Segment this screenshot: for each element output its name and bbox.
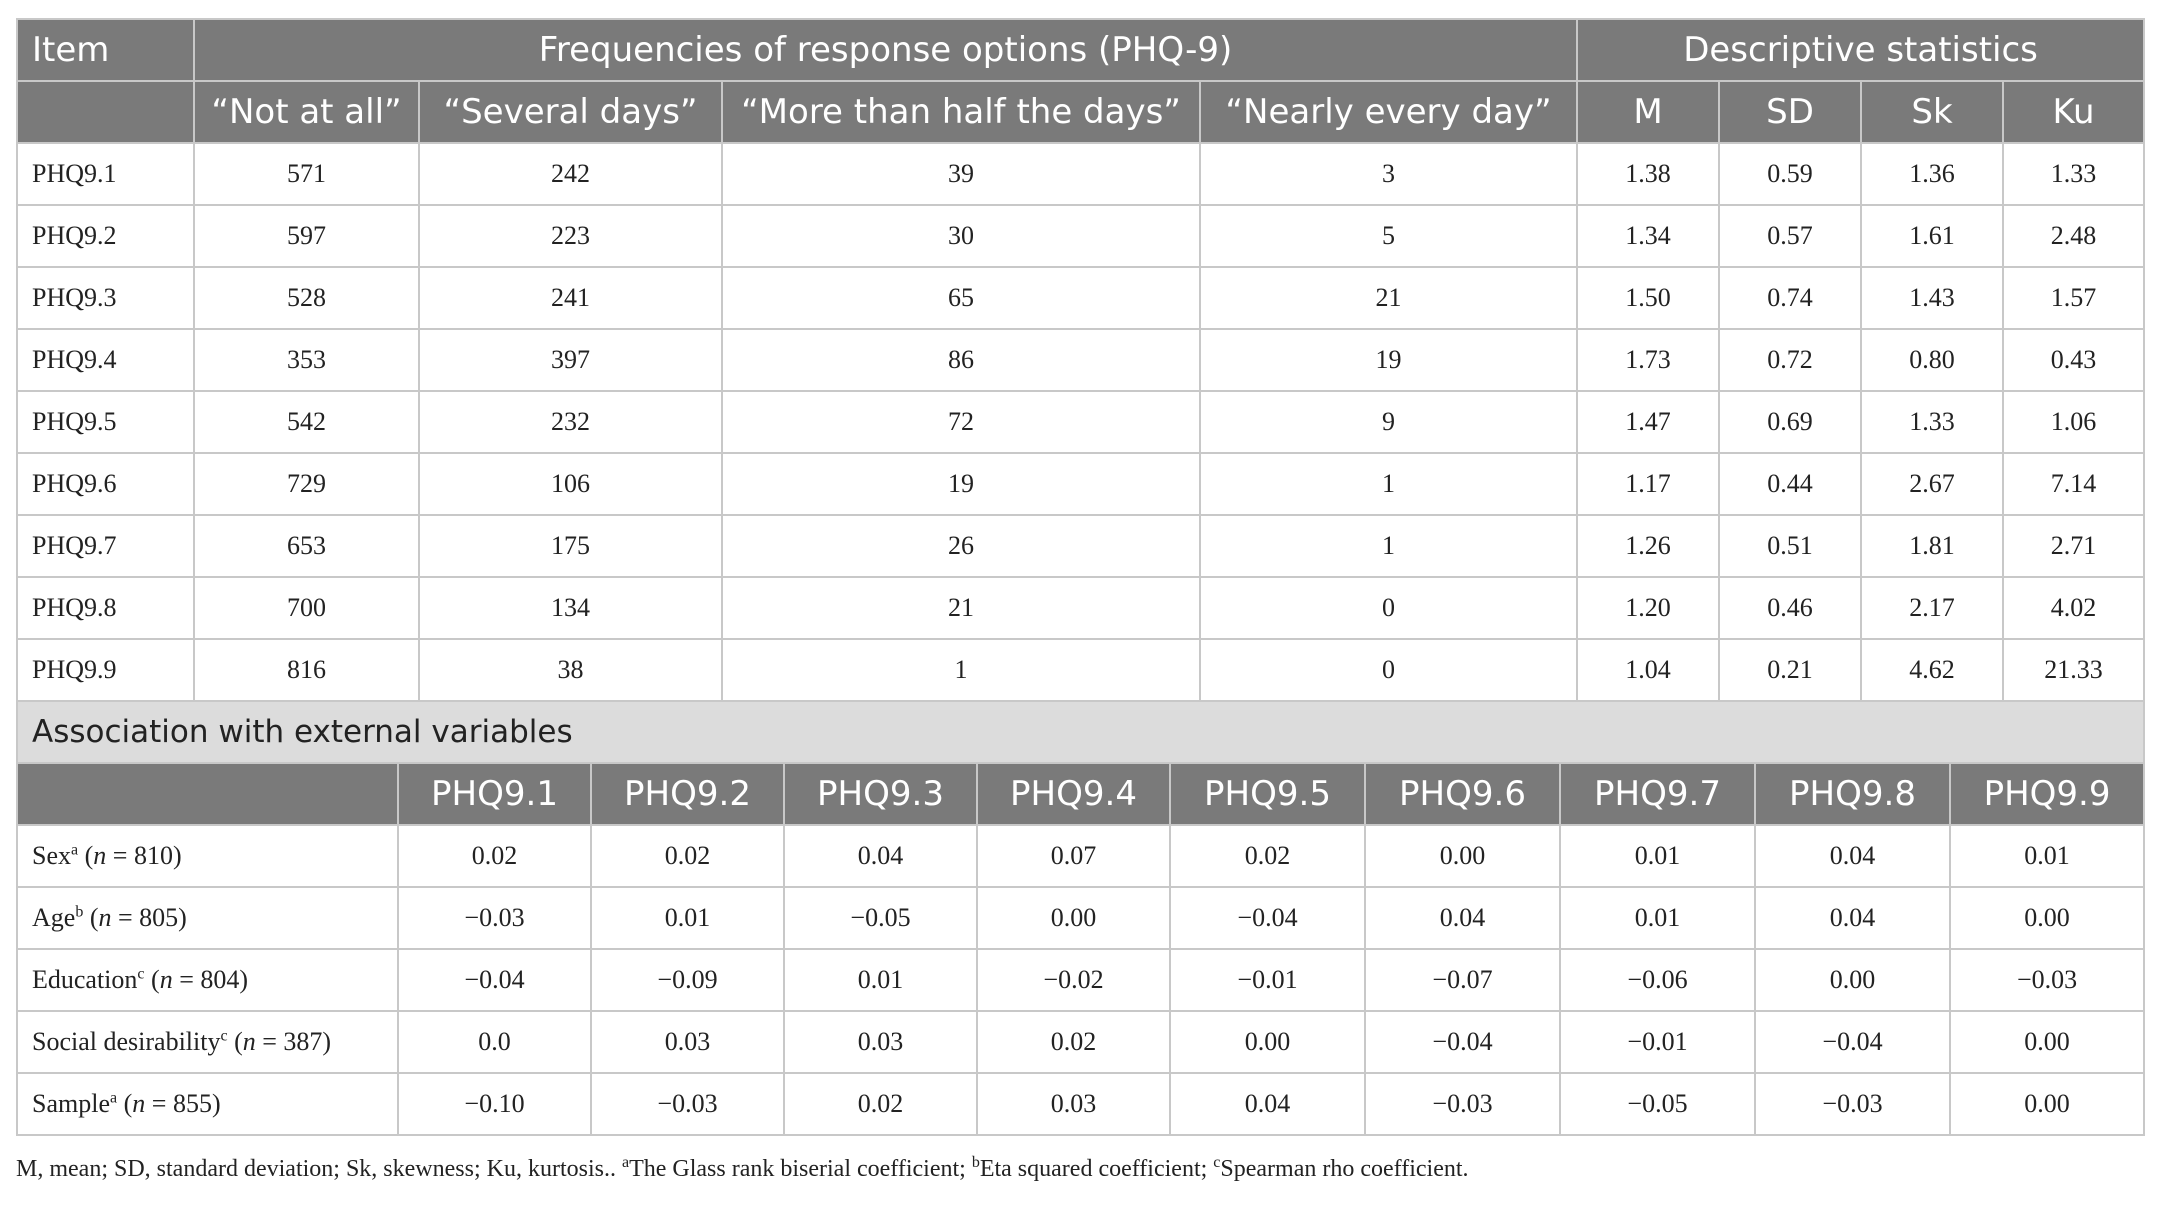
- assoc-col: PHQ9.5: [1170, 763, 1365, 825]
- variable-sup: c: [137, 965, 145, 983]
- value-cell: 0.02: [977, 1011, 1170, 1073]
- table-row: [17, 1073, 2144, 1135]
- n-var: n: [93, 841, 107, 870]
- value-cell: 0.72: [1719, 329, 1861, 391]
- table-row: [17, 267, 2144, 329]
- col-sd: SD: [1719, 81, 1861, 143]
- variable-cell: Sample$^a$ (n = 855): [17, 1073, 398, 1135]
- table-row: [17, 577, 2144, 639]
- assoc-col: PHQ9.2: [591, 763, 784, 825]
- table-footnote: [16, 1156, 2143, 1183]
- value-cell: 2.67: [1861, 453, 2003, 515]
- value-cell: 1.26: [1577, 515, 1719, 577]
- item-cell: PHQ9.7: [17, 515, 194, 577]
- value-cell: −0.03: [398, 887, 591, 949]
- association-section-label: Association with external variables: [17, 701, 2144, 763]
- value-cell: 0.03: [977, 1073, 1170, 1135]
- value-cell: 19: [722, 453, 1200, 515]
- value-cell: 0.51: [1719, 515, 1861, 577]
- value-cell: 0.00: [1755, 949, 1950, 1011]
- value-cell: 0: [1200, 639, 1577, 701]
- value-cell: −0.04: [398, 949, 591, 1011]
- item-cell: PHQ9.9: [17, 639, 194, 701]
- table-row: [17, 205, 2144, 267]
- value-cell: 0.00: [977, 887, 1170, 949]
- value-cell: −0.05: [1560, 1073, 1755, 1135]
- variable-label: Education: [32, 965, 138, 994]
- table-row: [17, 639, 2144, 701]
- value-cell: 4.62: [1861, 639, 2003, 701]
- item-header: Item: [17, 19, 194, 81]
- value-cell: 30: [722, 205, 1200, 267]
- value-cell: −0.04: [1365, 1011, 1560, 1073]
- value-cell: 72: [722, 391, 1200, 453]
- variable-cell: Education$^c$ (n = 804): [17, 949, 398, 1011]
- assoc-col: PHQ9.9: [1950, 763, 2144, 825]
- assoc-col: PHQ9.8: [1755, 763, 1950, 825]
- value-cell: 1.04: [1577, 639, 1719, 701]
- n-text: = 387): [255, 1027, 332, 1056]
- value-cell: 0.59: [1719, 143, 1861, 205]
- value-cell: 223: [419, 205, 722, 267]
- association-empty-header: [17, 763, 398, 825]
- value-cell: 0.02: [591, 825, 784, 887]
- value-cell: 7.14: [2003, 453, 2144, 515]
- item-cell: PHQ9.3: [17, 267, 194, 329]
- value-cell: 0.0: [398, 1011, 591, 1073]
- value-cell: 0.00: [1365, 825, 1560, 887]
- value-cell: 0.04: [1755, 825, 1950, 887]
- footnote-b-text: Eta squared coefficient;: [979, 1156, 1214, 1182]
- col-ku: Ku: [2003, 81, 2144, 143]
- value-cell: 0.01: [1560, 887, 1755, 949]
- table-row: [17, 515, 2144, 577]
- assoc-col: PHQ9.6: [1365, 763, 1560, 825]
- header-row-1: [17, 19, 2144, 81]
- variable-label: Social desirability: [32, 1027, 221, 1056]
- value-cell: 0.44: [1719, 453, 1861, 515]
- empty-header: [17, 81, 194, 143]
- value-cell: 1.61: [1861, 205, 2003, 267]
- value-cell: −0.10: [398, 1073, 591, 1135]
- association-table-body: [17, 825, 2144, 1135]
- assoc-col: PHQ9.7: [1560, 763, 1755, 825]
- value-cell: 2.71: [2003, 515, 2144, 577]
- value-cell: 21: [722, 577, 1200, 639]
- value-cell: −0.05: [784, 887, 977, 949]
- variable-label: Sample: [32, 1089, 110, 1118]
- value-cell: 2.17: [1861, 577, 2003, 639]
- n-text: = 804): [172, 965, 249, 994]
- table-row: [17, 453, 2144, 515]
- n-var: n: [159, 965, 173, 994]
- col-sk: Sk: [1861, 81, 2003, 143]
- n-text: = 805): [111, 903, 187, 932]
- association-table: [16, 700, 2145, 1136]
- value-cell: 3: [1200, 143, 1577, 205]
- table-row: [17, 1011, 2144, 1073]
- value-cell: 542: [194, 391, 419, 453]
- table-row: [17, 887, 2144, 949]
- value-cell: 0.04: [1170, 1073, 1365, 1135]
- value-cell: 0.01: [591, 887, 784, 949]
- value-cell: 0.74: [1719, 267, 1861, 329]
- assoc-col: PHQ9.4: [977, 763, 1170, 825]
- association-section-row: [17, 701, 2144, 763]
- col-more-than-half: “More than half the days”: [722, 81, 1200, 143]
- value-cell: 1.81: [1861, 515, 2003, 577]
- variable-sup: b: [75, 903, 84, 921]
- value-cell: 106: [419, 453, 722, 515]
- variable-cell: Age$^b$ (n = 805): [17, 887, 398, 949]
- value-cell: 0.02: [784, 1073, 977, 1135]
- value-cell: 1: [1200, 515, 1577, 577]
- n-text: = 810): [106, 841, 182, 870]
- value-cell: 1.43: [1861, 267, 2003, 329]
- value-cell: −0.09: [591, 949, 784, 1011]
- descriptive-header: Descriptive statistics: [1577, 19, 2144, 81]
- variable-sup: a: [110, 1089, 118, 1107]
- value-cell: 0.01: [1560, 825, 1755, 887]
- value-cell: −0.02: [977, 949, 1170, 1011]
- value-cell: 241: [419, 267, 722, 329]
- value-cell: 38: [419, 639, 722, 701]
- phq9-item-table: [16, 18, 2145, 702]
- variable-cell: Sex$^a$ (n = 810): [17, 825, 398, 887]
- value-cell: 528: [194, 267, 419, 329]
- value-cell: 1: [1200, 453, 1577, 515]
- frequencies-header: Frequencies of response options (PHQ-9): [194, 19, 1577, 81]
- value-cell: 175: [419, 515, 722, 577]
- value-cell: 4.02: [2003, 577, 2144, 639]
- value-cell: 26: [722, 515, 1200, 577]
- header-row-2: [17, 81, 2144, 143]
- item-table-body: [17, 143, 2144, 701]
- item-cell: PHQ9.4: [17, 329, 194, 391]
- value-cell: 0.46: [1719, 577, 1861, 639]
- value-cell: 5: [1200, 205, 1577, 267]
- item-cell: PHQ9.8: [17, 577, 194, 639]
- value-cell: 1.34: [1577, 205, 1719, 267]
- variable-cell: Social desirability$^c$ (n = 387): [17, 1011, 398, 1073]
- col-not-at-all: “Not at all”: [194, 81, 419, 143]
- value-cell: 21: [1200, 267, 1577, 329]
- value-cell: −0.03: [1950, 949, 2144, 1011]
- value-cell: 0.02: [398, 825, 591, 887]
- value-cell: 0.00: [1950, 1073, 2144, 1135]
- table-container: [16, 18, 2143, 1183]
- value-cell: −0.03: [1365, 1073, 1560, 1135]
- value-cell: −0.03: [1755, 1073, 1950, 1135]
- value-cell: 0.00: [1170, 1011, 1365, 1073]
- value-cell: 0.03: [591, 1011, 784, 1073]
- value-cell: 0.04: [1365, 887, 1560, 949]
- value-cell: 1.38: [1577, 143, 1719, 205]
- value-cell: 0: [1200, 577, 1577, 639]
- value-cell: 0.02: [1170, 825, 1365, 887]
- value-cell: 0.57: [1719, 205, 1861, 267]
- n-var: n: [98, 903, 112, 932]
- value-cell: 1.36: [1861, 143, 2003, 205]
- variable-sup: c: [220, 1027, 228, 1045]
- value-cell: 0.03: [784, 1011, 977, 1073]
- value-cell: 653: [194, 515, 419, 577]
- value-cell: 1: [722, 639, 1200, 701]
- value-cell: 0.00: [1950, 1011, 2144, 1073]
- value-cell: 1.06: [2003, 391, 2144, 453]
- value-cell: 0.01: [784, 949, 977, 1011]
- value-cell: 353: [194, 329, 419, 391]
- value-cell: 397: [419, 329, 722, 391]
- footnote-abbrev: M, mean; SD, standard deviation; Sk, skewness; Ku, kurtosis..: [16, 1156, 622, 1182]
- value-cell: −0.07: [1365, 949, 1560, 1011]
- value-cell: 242: [419, 143, 722, 205]
- item-cell: PHQ9.6: [17, 453, 194, 515]
- footnote-c-text: Spearman rho coefficient.: [1220, 1156, 1469, 1182]
- value-cell: −0.01: [1560, 1011, 1755, 1073]
- value-cell: −0.04: [1170, 887, 1365, 949]
- table-row: [17, 825, 2144, 887]
- value-cell: 571: [194, 143, 419, 205]
- table-row: [17, 391, 2144, 453]
- value-cell: 0.00: [1950, 887, 2144, 949]
- value-cell: 729: [194, 453, 419, 515]
- variable-label: Sex: [32, 841, 71, 870]
- value-cell: 134: [419, 577, 722, 639]
- value-cell: 232: [419, 391, 722, 453]
- value-cell: 1.17: [1577, 453, 1719, 515]
- variable-label: Age: [32, 903, 76, 932]
- n-text: = 855): [145, 1089, 221, 1118]
- item-cell: PHQ9.5: [17, 391, 194, 453]
- col-several-days: “Several days”: [419, 81, 722, 143]
- value-cell: 816: [194, 639, 419, 701]
- value-cell: 1.50: [1577, 267, 1719, 329]
- item-cell: PHQ9.2: [17, 205, 194, 267]
- n-var: n: [242, 1027, 256, 1056]
- value-cell: 1.33: [1861, 391, 2003, 453]
- value-cell: −0.03: [591, 1073, 784, 1135]
- table-row: [17, 949, 2144, 1011]
- value-cell: 0.01: [1950, 825, 2144, 887]
- value-cell: 9: [1200, 391, 1577, 453]
- value-cell: 0.80: [1861, 329, 2003, 391]
- value-cell: −0.04: [1755, 1011, 1950, 1073]
- value-cell: 1.57: [2003, 267, 2144, 329]
- variable-sup: a: [71, 841, 79, 859]
- value-cell: 0.04: [1755, 887, 1950, 949]
- footnote-c-sup: c: [1213, 1154, 1221, 1171]
- footnote-a-sup: a: [621, 1154, 630, 1171]
- value-cell: 1.47: [1577, 391, 1719, 453]
- value-cell: 1.73: [1577, 329, 1719, 391]
- value-cell: 1.20: [1577, 577, 1719, 639]
- value-cell: 0.43: [2003, 329, 2144, 391]
- item-cell: PHQ9.1: [17, 143, 194, 205]
- value-cell: 86: [722, 329, 1200, 391]
- value-cell: 2.48: [2003, 205, 2144, 267]
- value-cell: 39: [722, 143, 1200, 205]
- footnote-a-text: The Glass rank biserial coefficient;: [629, 1156, 972, 1182]
- value-cell: 597: [194, 205, 419, 267]
- value-cell: 1.33: [2003, 143, 2144, 205]
- value-cell: −0.06: [1560, 949, 1755, 1011]
- association-header-row: [17, 763, 2144, 825]
- n-var: n: [132, 1089, 146, 1118]
- value-cell: 700: [194, 577, 419, 639]
- col-nearly-every-day: “Nearly every day”: [1200, 81, 1577, 143]
- assoc-col: PHQ9.1: [398, 763, 591, 825]
- value-cell: 0.21: [1719, 639, 1861, 701]
- table-row: [17, 143, 2144, 205]
- value-cell: 0.04: [784, 825, 977, 887]
- assoc-col: PHQ9.3: [784, 763, 977, 825]
- value-cell: 0.07: [977, 825, 1170, 887]
- col-m: M: [1577, 81, 1719, 143]
- value-cell: −0.01: [1170, 949, 1365, 1011]
- value-cell: 21.33: [2003, 639, 2144, 701]
- footnote-b-sup: b: [971, 1154, 980, 1171]
- value-cell: 65: [722, 267, 1200, 329]
- value-cell: 19: [1200, 329, 1577, 391]
- value-cell: 0.69: [1719, 391, 1861, 453]
- table-row: [17, 329, 2144, 391]
